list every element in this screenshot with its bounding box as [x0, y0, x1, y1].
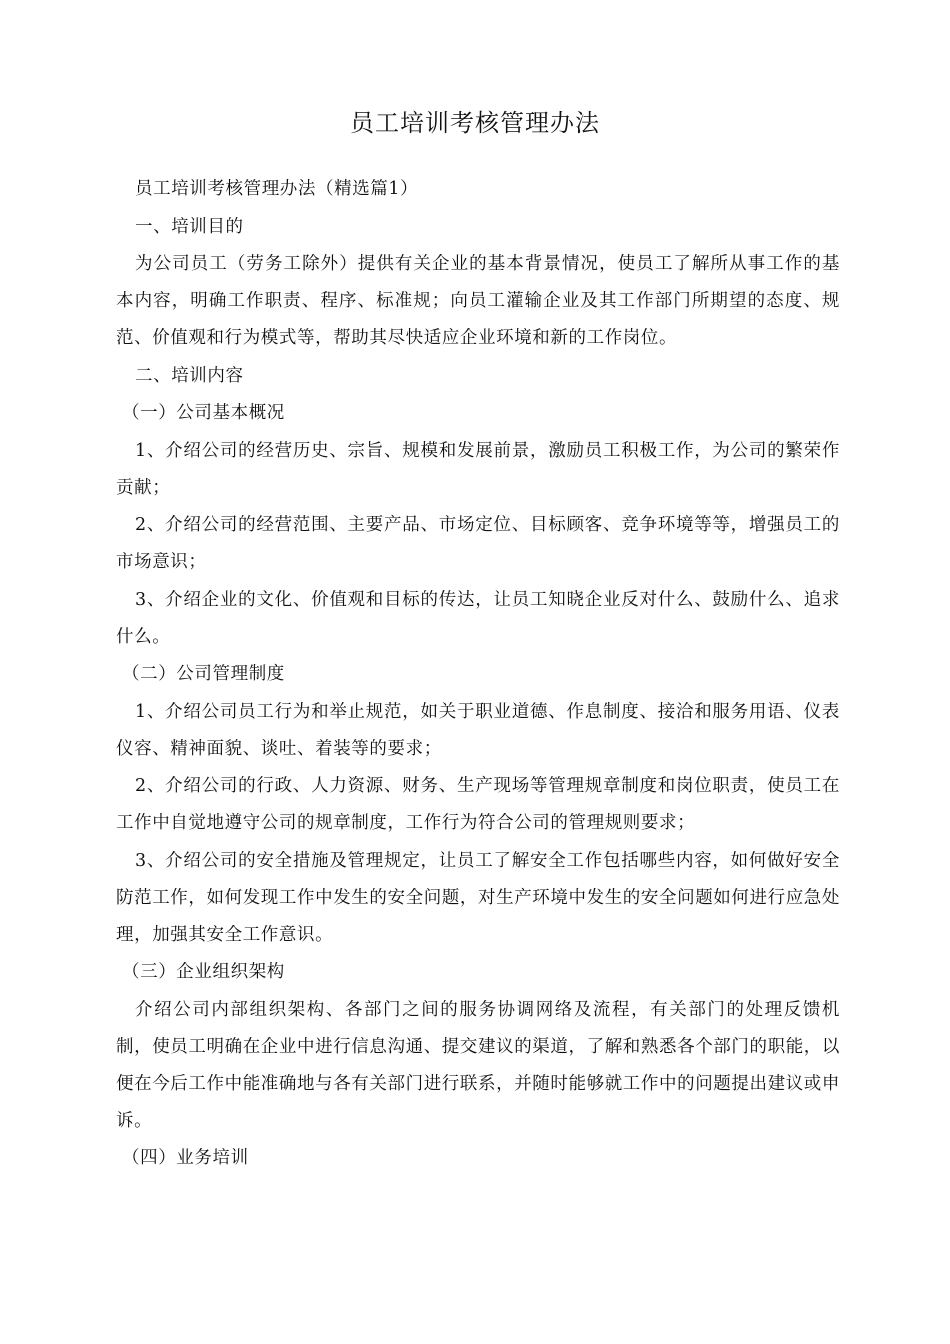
document-title: 员工培训考核管理办法 [350, 109, 600, 137]
subsection-heading-management: （二）公司管理制度 [122, 664, 285, 684]
list-item-management-3: 3、介绍公司的安全措施及管理规定，让员工了解安全工作包括哪些内容，如何做好安全防范工作，如何发现工作中发生的安全问题，对生产环境中发生的安全问题如何进行应急处理，加强其安全工作意识。 [116, 850, 840, 945]
paragraph-organization: 介绍公司内部组织架构、各部门之间的服务协调网络及流程，有关部门的处理反馈机制，使员工明确在企业中进行信息沟通、提交建议的渠道，了解和熟悉各个部门的职能，以便在今后工作中能准确地与各有关部门进行联系，并随时能够就工作中的问题提出建议或申诉。 [116, 999, 840, 1131]
subsection-heading-organization: （三）企业组织架构 [122, 962, 285, 982]
list-item-management-1: 1、介绍公司员工行为和举止规范，如关于职业道德、作息制度、接洽和服务用语、仪表仪容、精神面貌、谈吐、着装等的要求； [116, 701, 840, 759]
document-body [116, 171, 840, 1178]
list-item-overview-3: 3、介绍企业的文化、价值观和目标的传达，让员工知晓企业反对什么、鼓励什么、追求什么。 [116, 589, 840, 647]
subsection-heading-overview: （一）公司基本概况 [122, 403, 285, 423]
list-item-management-2: 2、介绍公司的行政、人力资源、财务、生产现场等管理规章制度和岗位职责，使员工在工作中自觉地遵守公司的规章制度，工作行为符合公司的管理规则要求； [116, 776, 840, 833]
section-heading-content: 二、培训内容 [135, 365, 244, 386]
subsection-heading-business-training: （四）业务培训 [122, 1148, 249, 1168]
paragraph-subtitle: 员工培训考核管理办法（精选篇1） [135, 179, 419, 199]
section-heading-purpose: 一、培训目的 [135, 216, 244, 237]
list-item-overview-2: 2、介绍公司的经营范围、主要产品、市场定位、目标顾客、竞争环境等等，增强员工的市场意识； [116, 515, 840, 572]
paragraph-purpose: 为公司员工（劳务工除外）提供有关企业的基本背景情况，使员工了解所从事工作的基本内容，明确工作职责、程序、标准规；向员工灌输企业及其工作部门所期望的态度、规范、价值观和行为模式等，帮助其尽快适应企业环境和新的工作岗位。 [116, 254, 840, 348]
list-item-overview-1: 1、介绍公司的经营历史、宗旨、规模和发展前景，激励员工积极工作，为公司的繁荣作贡献； [116, 440, 840, 498]
